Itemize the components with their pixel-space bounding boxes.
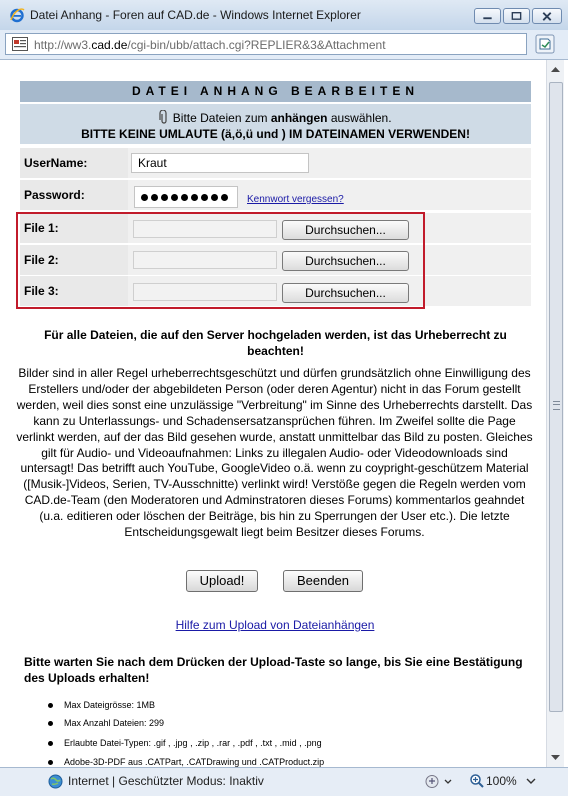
info-text-bold: anhängen: [270, 111, 328, 125]
upload-wait-hint: Bitte warten Sie nach dem Drücken der Upload-Taste so lange, bis Sie eine Bestätigung des Uploads erhalten!: [24, 655, 523, 685]
page-viewport: DATEI ANHANG BEARBEITEN Bitte Dateien zum anhängen auswählen. BITTE KEINE UMLAUTE (ä,ö,ü und ) IM DATEINAMEN VERWENDEN! UserName: Kraut Password: Kennwort vergessen? File 1: Durchsuchen... File 2: Durchsuchen... File 3: Durchsuchen... Für alle Dateien, die auf den Server hochgeladen werden, ist das Urheberrecht zu beachten! Bilder sind in aller Regel urheberrechtsgeschützt und dürfen grundsätzlich ohne Einwilligung des Erstellers und/oder der abgebildeten Person (oder deren Agentur) nicht in das Forum gestellt werden, weil dies sonst eine unzulässige "Verbreitung" im Sinne des Urheberrechts darstellt. Das kann zu Unterlassungs- und Schadensersatzansprüchen führen. Im Zweifel sollte die Page verlinkt werden, auf der das Bild gesehen wurde, anstatt unmittelbar das Bild zu posten. Gleiches gilt für Audio- und Videoaufnahmen: Links zu illegalen Audio- oder Videodownloads sind untersagt! Das betrifft auch YouTube, GoogleVideo o.ä. wenn zu coypright-geschützem Material ([Musik-]Videos, Serien, TV-Ausschnitte) verlinkt wird! Verstöße gegen die Regeln werden vom CAD.de-Team (den Moderatoren und Adminstratoren dieses Forums) kommentarlos geahndet (u.a. editieren oder löschen der Beiträge, bis hin zu Sperrungen der User etc.). Die letzte Entscheidungsgewalt liegt beim Besitzer dieses Forums. Upload! Beenden Hilfe zum Upload von Dateianhängen Bitte warten Sie nach dem Drücken der Upload-Taste so lange, bis Sie eine Bestätigung des Uploads erhalten! Max Dateigrösse: 1MB Max Anzahl Dateien: 299 Erlaubte Datei-Typen: .gif , .jpg , .zip , .rar , .pdf , .txt , .mid , .png Adobe-3D-PDF aus .CATPart, .CATDrawing und .CATProduct.zip: [0, 60, 546, 767]
form-info: [20, 104, 531, 144]
browse-button-1[interactable]: Durchsuchen...: [282, 220, 409, 240]
copyright-text: Bilder sind in aller Regel urheberrechtsgeschützt und dürfen grundsätzlich ohne Einwilligung des Erstellers und/oder der abgebildeten Person (oder deren Agentur) nicht in das Forum gestellt werden, weil dies sonst eine unzulässige "Verbreitung" im Sinne des Urheberrechts darstellt. Das kann zu Unterlassungs- und Schadensersatzansprüchen führen. Im Zweifel sollte die Page verlinkt werden, auf der das Bild gesehen wurde, anstatt unmittelbar das Bild zu posten. Gleiches gilt für Audio- und Videoaufnahmen: Links zu illegalen Audio- oder Videodownloads sind untersagt! Das betrifft auch YouTube, GoogleVideo o.ä. wenn zu coypright-geschützem Material ([Musik-]Videos, Serien, TV-Ausschnitte) verlinkt wird! Verstöße gegen die Regeln werden vom CAD.de-Team (den Moderatoren und Adminstratoren dieses Forums) kommentarlos geahndet (u.a. editieren oder löschen der Beiträge, bis hin zu Sperrungen der User etc.). Die letzte Entscheidungsgewalt liegt beim Besitzer dieses Forums.: [16, 366, 533, 540]
minimize-button[interactable]: [474, 8, 501, 24]
scroll-grip-icon: [553, 401, 560, 410]
upload-button[interactable]: Upload!: [186, 570, 258, 592]
password-mask-dot: [171, 194, 178, 201]
file-label-3: File 3:: [24, 284, 59, 298]
url-field[interactable]: [5, 33, 527, 55]
minimize-icon: [475, 9, 500, 24]
vertical-scrollbar[interactable]: [546, 60, 564, 767]
info-text-before: Bitte Dateien zum: [172, 111, 271, 125]
password-mask-dot: [181, 194, 188, 201]
copyright-heading: Für alle Dateien, die auf den Server hochgeladen werden, ist das Urheberrecht zu beachten!: [44, 328, 507, 358]
maximize-icon: [504, 9, 529, 24]
status-bar: [0, 767, 568, 796]
password-label: Password:: [24, 188, 85, 202]
window-titlebar: [0, 0, 568, 31]
address-bar: [0, 30, 568, 60]
bullet: [48, 741, 53, 746]
password-mask-dot: [191, 194, 198, 201]
password-mask-dot: [201, 194, 208, 201]
bullet: [48, 703, 53, 708]
info-text-after: auswählen.: [327, 111, 392, 125]
protected-mode-icon[interactable]: [425, 774, 455, 789]
bullet: [48, 721, 53, 726]
bullet: [48, 760, 53, 765]
password-mask-dot: [221, 194, 228, 201]
maximize-button[interactable]: [503, 8, 530, 24]
password-mask-dot: [161, 194, 168, 201]
browse-button-3[interactable]: Durchsuchen...: [282, 283, 409, 303]
paperclip-icon: [159, 110, 169, 124]
username-label: UserName:: [24, 156, 88, 170]
globe-icon: [48, 774, 63, 789]
file-rows-highlight: [16, 212, 425, 309]
security-zone: Internet | Geschützter Modus: Inaktiv: [68, 774, 264, 788]
forgot-password-link[interactable]: Kennwort vergessen?: [247, 194, 344, 205]
url-domain: cad.de: [91, 38, 128, 52]
url-path: /cgi-bin/ubb/attach.cgi?REPLIER&3&Attachment: [127, 38, 386, 52]
rss-icon[interactable]: [533, 33, 557, 55]
password-mask-dot: [151, 194, 158, 201]
password-mask-dot: [141, 194, 148, 201]
ie-icon: [9, 7, 25, 23]
browse-button-2[interactable]: Durchsuchen...: [282, 251, 409, 271]
username-input[interactable]: [131, 153, 309, 173]
zoom-icon[interactable]: [470, 774, 484, 788]
umlaut-warning: BITTE KEINE UMLAUTE (ä,ö,ü und ) IM DATEINAMEN VERWENDEN!: [81, 127, 470, 141]
upload-help-link[interactable]: Hilfe zum Upload von Dateianhängen: [175, 618, 375, 632]
url-prefix: http://ww3.: [34, 38, 92, 52]
cancel-button[interactable]: Beenden: [283, 570, 363, 592]
scroll-thumb[interactable]: [549, 82, 563, 712]
zoom-dropdown-icon[interactable]: [526, 777, 536, 785]
close-button[interactable]: [532, 8, 562, 24]
close-icon: [533, 9, 561, 24]
scroll-up-icon[interactable]: [547, 62, 564, 78]
zoom-level[interactable]: 100%: [486, 774, 517, 788]
window-title: Datei Anhang - Foren auf CAD.de - Windows Internet Explorer: [30, 8, 361, 22]
password-input[interactable]: [134, 186, 238, 208]
file-label-2: File 2:: [24, 253, 59, 267]
page-icon: [12, 37, 28, 51]
password-mask-dot: [211, 194, 218, 201]
file-label-1: File 1:: [24, 221, 59, 235]
scroll-down-icon[interactable]: [547, 749, 564, 765]
form-heading: DATEI ANHANG BEARBEITEN: [20, 81, 531, 102]
